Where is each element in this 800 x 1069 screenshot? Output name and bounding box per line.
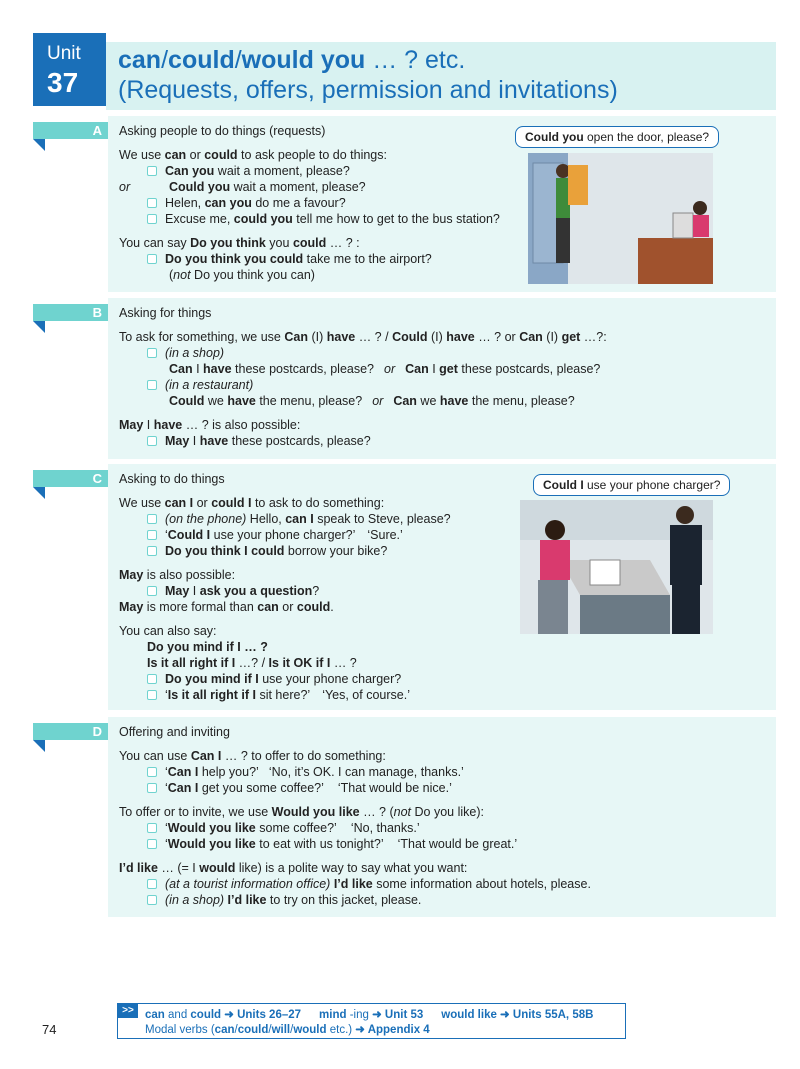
reference-line-1[interactable]: can and could ➜ Units 26–27 mind -ing ➜ Unit 53 would like ➜ Units 55A, 58B <box>145 1009 594 1021</box>
bullet-icon <box>147 690 157 700</box>
example-line: (at a tourist information office) I’d like some information about hotels, please. <box>147 877 591 892</box>
example-line: Do you mind if I use your phone charger? <box>147 672 401 687</box>
example-line: Excuse me, could you tell me how to get to the bus station? <box>147 212 500 227</box>
bullet-icon <box>147 436 157 446</box>
section-letter: D <box>33 723 108 740</box>
cross-reference-box <box>117 1003 626 1039</box>
intro-text: I’d like … (= I would like) is a polite way to say what you want: <box>119 861 468 875</box>
bullet-icon <box>147 767 157 777</box>
intro-text: You can also say: <box>119 624 217 638</box>
intro-text: May I have … ? is also possible: <box>119 418 301 432</box>
structure-line: Is it all right if I …? / Is it OK if I … ? <box>147 656 357 670</box>
office-illustration <box>528 153 713 284</box>
example-line: ‘Can I get you some coffee?’ ‘That would be nice.’ <box>147 781 452 796</box>
section-letter: A <box>33 122 108 139</box>
example-line: ‘Could I use your phone charger?’ ‘Sure.’ <box>147 528 403 543</box>
double-chevron-icon: >> <box>118 1004 138 1018</box>
bullet-icon <box>147 879 157 889</box>
bullet-icon <box>147 823 157 833</box>
intro-text: You can say Do you think you could … ? : <box>119 236 360 250</box>
intro-text: To ask for something, we use Can (I) have … ? / Could (I) have … ? or Can (I) get …?: <box>119 330 607 344</box>
bullet-icon <box>147 783 157 793</box>
bullet-icon <box>147 198 157 208</box>
bullet-icon <box>147 839 157 849</box>
bullet-icon <box>147 674 157 684</box>
example-context: (in a restaurant) <box>147 378 253 393</box>
example-note: (not Do you think you can) <box>169 268 315 282</box>
example-line: Could we have the menu, please? or Can we have the menu, please? <box>169 394 575 408</box>
speech-bubble: Could I use your phone charger? <box>533 474 730 496</box>
example-line: May I have these postcards, please? <box>147 434 371 449</box>
bullet-icon <box>147 895 157 905</box>
section-d <box>33 717 776 917</box>
unit-badge <box>33 33 106 106</box>
example-line: (in a shop) I’d like to try on this jacket, please. <box>147 893 421 908</box>
page-title-line2: (Requests, offers, permission and invitations) <box>118 76 618 104</box>
unit-number: 37 <box>47 67 79 98</box>
page-number: 74 <box>42 1022 57 1037</box>
desk-illustration <box>520 500 713 634</box>
intro-text: May is more formal than can or could. <box>119 600 334 614</box>
example-line: ‘Can I help you?’ ‘No, it’s OK. I can manage, thanks.’ <box>147 765 464 780</box>
example-line: (on the phone) Hello, can I speak to Steve, please? <box>147 512 451 527</box>
example-line: Can I have these postcards, please? or Can I get these postcards, please? <box>169 362 601 376</box>
example-line: or Could you wait a moment, please? <box>119 180 366 194</box>
bullet-icon <box>147 166 157 176</box>
unit-label: Unit <box>47 43 81 64</box>
section-heading: Offering and inviting <box>119 725 230 739</box>
page-title-line1: can/could/would you … ? etc. <box>118 46 466 74</box>
section-letter: C <box>33 470 108 487</box>
bullet-icon <box>147 380 157 390</box>
speech-bubble: Could you open the door, please? <box>515 126 719 148</box>
example-line: Do you think I could borrow your bike? <box>147 544 387 559</box>
bullet-icon <box>147 586 157 596</box>
section-marker <box>33 139 45 151</box>
example-line: ‘Is it all right if I sit here?’ ‘Yes, of course.’ <box>147 688 410 703</box>
example-line: May I ask you a question? <box>147 584 319 599</box>
section-marker <box>33 321 45 333</box>
section-heading: Asking for things <box>119 306 212 320</box>
section-b <box>33 298 776 459</box>
example-line: Can you wait a moment, please? <box>147 164 350 179</box>
section-heading: Asking people to do things (requests) <box>119 124 326 138</box>
bullet-icon <box>147 530 157 540</box>
intro-text: We use can or could to ask people to do things: <box>119 148 387 162</box>
example-line: ‘Would you like to eat with us tonight?’ ‘That would be great.’ <box>147 837 517 852</box>
intro-text: We use can I or could I to ask to do something: <box>119 496 385 510</box>
section-letter: B <box>33 304 108 321</box>
bullet-icon <box>147 514 157 524</box>
section-marker <box>33 740 45 752</box>
structure-line: Do you mind if I … ? <box>147 640 268 654</box>
bullet-icon <box>147 254 157 264</box>
section-marker <box>33 487 45 499</box>
intro-text: To offer or to invite, we use Would you like … ? (not Do you like): <box>119 805 484 819</box>
desk-scene-icon <box>520 500 713 634</box>
example-line: ‘Would you like some coffee?’ ‘No, thanks.’ <box>147 821 420 836</box>
example-line: Helen, can you do me a favour? <box>147 196 346 211</box>
reference-line-2[interactable]: Modal verbs (can/could/will/would etc.) ➜ Appendix 4 <box>145 1024 430 1036</box>
bullet-icon <box>147 214 157 224</box>
bullet-icon <box>147 348 157 358</box>
example-context: (in a shop) <box>147 346 224 361</box>
example-line: Do you think you could take me to the airport? <box>147 252 432 267</box>
office-scene-icon <box>528 153 713 284</box>
section-heading: Asking to do things <box>119 472 225 486</box>
intro-text: You can use Can I … ? to offer to do something: <box>119 749 386 763</box>
intro-text: May is also possible: <box>119 568 236 582</box>
bullet-icon <box>147 546 157 556</box>
